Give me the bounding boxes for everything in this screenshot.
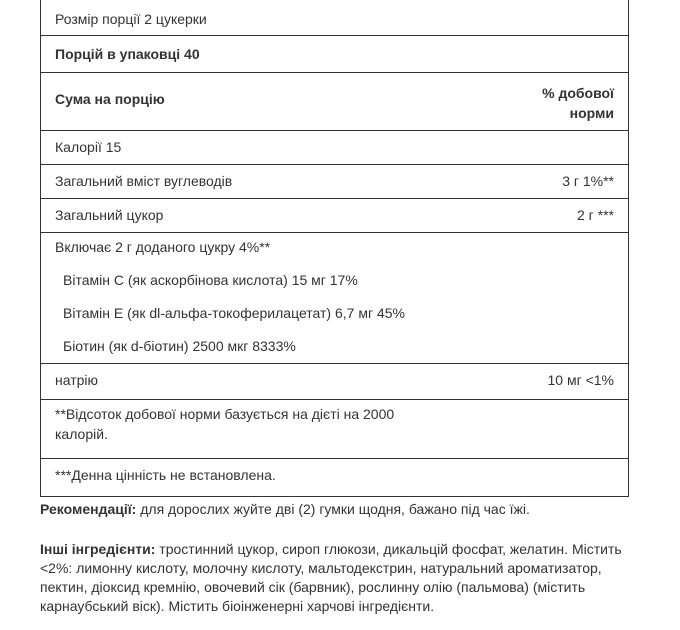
daily-value-label: % добової норми [542,85,614,121]
other-ingredients-label: Інші інгредієнти: [40,541,156,557]
calories-row [41,131,628,165]
servings-per-container: Порцій в упаковці 40 [55,46,200,62]
amount-per-serving-label: Сума на порцію [55,91,165,107]
recommendations-paragraph [40,500,630,519]
footnote-daily: **Відсоток добової норми базується на дієті на 2000 калорій. [55,406,395,442]
biotin: Біотин (як d-біотин) 2500 мкг 8333% [63,338,296,354]
sodium-label: натрію [55,372,99,388]
total-carbs-label: Загальний вміст вуглеводів [55,173,233,189]
recommendations-label: Рекомендації: [40,501,137,517]
footnote-not-established: ***Денна цінність не встановлена. [55,467,276,483]
footnote-not-established-row [41,459,628,496]
added-sugar-vitamins-group [41,233,628,364]
sodium-row [41,364,628,400]
total-sugar-row [41,199,628,233]
recommendations-text: для дорослих жуйте дві (2) гумки щодня, бажано під час їжі. [136,501,530,517]
vitamin-e: Вітамін E (як dl-альфа-токоферилацетат) 6,7 мг 45% [63,305,405,321]
sodium-value: 10 мг <1% [547,372,614,388]
total-carbs-row [41,165,628,199]
added-sugar: Включає 2 г доданого цукру 4%** [55,239,271,255]
total-sugar-value: 2 г *** [576,207,614,223]
calories: Калорії 15 [55,139,122,155]
serving-size: Розмір порції 2 цукерки [55,11,207,27]
supplement-facts-table [40,0,629,497]
other-ingredients-text: тростинний цукор, сироп глюкози, дикальцій фосфат, желатин. Містить <2%: лимонну кислоту, молочну кислоту, мальтодекстрин, натуральний ароматизатор, пектин, діоксид кремнію, овочевий сік (барвник), рослинну олію (пальмова) (містить карнаубський віск). Містить біоінженерні харчові інгредієнти. [40,541,622,614]
other-ingredients-paragraph [40,540,630,616]
footnote-daily-row [41,400,628,459]
total-carbs-value: 3 г 1%** [562,173,614,189]
serving-size-row [41,0,628,36]
table-header-row [41,73,628,131]
servings-per-container-row [41,36,628,73]
vitamin-c: Вітамін C (як аскорбінова кислота) 15 мг 17% [63,272,358,288]
total-sugar-label: Загальний цукор [55,207,164,223]
